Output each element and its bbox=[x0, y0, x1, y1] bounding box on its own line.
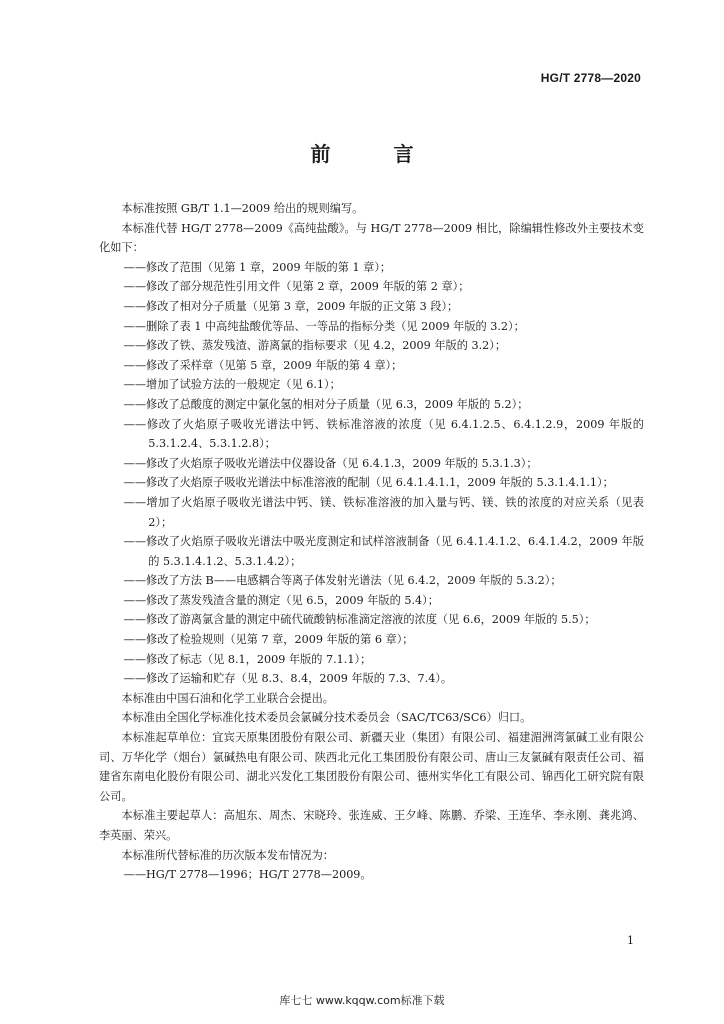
paragraph: 本标准所代替标准的历次版本发布情况为： bbox=[121, 848, 334, 862]
paragraph: 本标准由中国石油和化学工业联合会提出。 bbox=[121, 691, 334, 705]
page-title: 前 言 bbox=[310, 142, 442, 166]
list-item: ——修改了铁、蒸发残渣、游离氯的指标要求（见 4.2，2009 年版的 3.2）； bbox=[123, 339, 507, 353]
list-item: ——修改了火焰原子吸收光谱法中标准溶液的配制（见 6.4.1.4.1.1，2009 年版的 5.3.1.4.1.1）； bbox=[123, 476, 614, 490]
list-item: ——增加了火焰原子吸收光谱法中钙、镁、铁标准溶液的加入量与钙、镁、铁的浓度的对应关系（见表 2）； bbox=[123, 495, 644, 529]
paragraph: 本标准主要起草人：高旭东、周杰、宋晓玲、张连威、王夕峰、陈鹏、乔梁、王连华、李永刚、龚兆鸿、李英丽、荣兴。 bbox=[99, 809, 644, 842]
list-item: ——修改了标志（见 8.1，2009 年版的 7.1.1）； bbox=[123, 652, 372, 666]
history-item: ——HG/T 2778—1996；HG/T 2778—2009。 bbox=[123, 868, 372, 882]
foreword-body bbox=[99, 199, 644, 885]
list-item: ——修改了采样章（见第 5 章，2009 年版的第 4 章）； bbox=[123, 358, 403, 372]
list-item: ——修改了方法 B——电感耦合等离子体发射光谱法（见 6.4.2，2009 年版的 5.3.2）； bbox=[123, 574, 562, 588]
page-number: 1 bbox=[627, 934, 634, 947]
paragraph: 本标准由全国化学标准化技术委员会氯碱分技术委员会（SAC/TC63/SC6）归口。 bbox=[121, 711, 532, 725]
paragraph: 本标准按照 GB/T 1.1—2009 给出的规则编写。 bbox=[121, 202, 364, 215]
list-item: ——修改了总酸度的测定中氯化氢的相对分子质量（见 6.3，2009 年版的 5.2）； bbox=[123, 397, 529, 411]
list-item: ——修改了相对分子质量（见第 3 章，2009 年版的正文第 3 段）； bbox=[123, 299, 459, 313]
standard-code: HG/T 2778—2020 bbox=[540, 71, 641, 85]
list-item: ——删除了表 1 中高纯盐酸优等品、一等品的指标分类（见 2009 年版的 3.2）； bbox=[123, 319, 525, 333]
footer-watermark: 库七七 www.kqqw.com标准下载 bbox=[279, 994, 445, 1007]
list-item: ——修改了范围（见第 1 章，2009 年版的第 1 章）； bbox=[123, 260, 392, 274]
paragraph: 本标准起草单位：宜宾天原集团股份有限公司、新疆天业（集团）有限公司、福建湄洲湾氯碱工业有限公司、万华化学（烟台）氯碱热电有限公司、陕西北元化工集团股份有限公司、唐山三友氯碱有限责任公司、福建省东南电化股份有限公司、湖北兴发化工集团股份有限公司、德州实华化工有限公司、锦西化工研究院有限公司。 bbox=[99, 731, 644, 803]
change-list bbox=[99, 258, 644, 689]
list-item: ——修改了游离氯含量的测定中硫代硫酸钠标准滴定溶液的浓度（见 6.6，2009 年版的 5.5）； bbox=[123, 613, 596, 627]
list-item: ——修改了蒸发残渣含量的测定（见 6.5，2009 年版的 5.4）； bbox=[123, 593, 439, 607]
list-item: ——修改了火焰原子吸收光谱法中钙、铁标准溶液的浓度（见 6.4.1.2.5、6.4.1.2.9，2009 年版的 5.3.1.2.4、5.3.1.2.8）； bbox=[123, 417, 644, 451]
list-item: ——增加了试验方法的一般规定（见 6.1）； bbox=[123, 378, 341, 392]
list-item: ——修改了部分规范性引用文件（见第 2 章，2009 年版的第 2 章）； bbox=[123, 280, 470, 294]
list-item: ——修改了检验规则（见第 7 章，2009 年版的第 6 章）； bbox=[123, 633, 414, 647]
list-item: ——修改了运输和贮存（见 8.3、8.4，2009 年版的 7.3、7.4）。 bbox=[123, 672, 453, 686]
paragraph: 本标准代替 HG/T 2778—2009《高纯盐酸》。与 HG/T 2778—2009 相比，除编辑性修改外主要技术变化如下： bbox=[99, 221, 644, 255]
list-item: ——修改了火焰原子吸收光谱法中仪器设备（见 6.4.1.3，2009 年版的 5.3.1.3）； bbox=[123, 456, 538, 470]
list-item: ——修改了火焰原子吸收光谱法中吸光度测定和试样溶液制备（见 6.4.1.4.1.2、6.4.1.4.2，2009 年版的 5.3.1.4.1.2、5.3.1.4.2）； bbox=[123, 535, 644, 568]
